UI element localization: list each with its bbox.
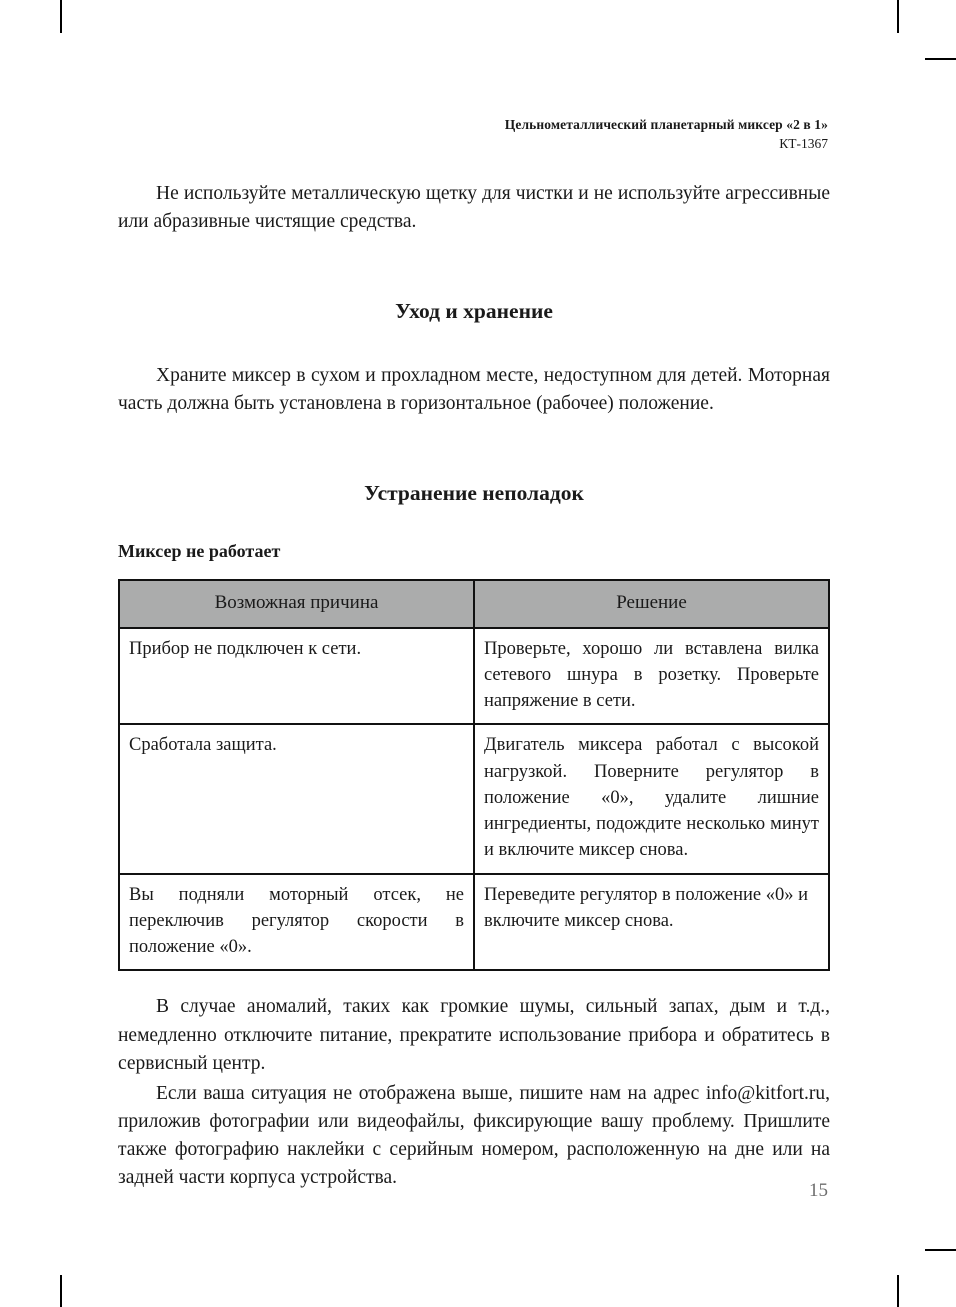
- table-cell-cause: Сработала защита.: [119, 724, 474, 873]
- table-cell-cause: Вы подняли моторный отсек, не переключив регулятор скорости в положение «0».: [119, 874, 474, 971]
- note-support-paragraph: Если ваша ситуация не отображена выше, пишите нам на адрес info@kitfort.ru, приложив фотографии или видеофайлы, фиксирующие вашу проблему. Пришлите также фотографию наклейки с серийным номером, расположенную на дне или на задней части корпуса устройства.: [118, 1082, 830, 1188]
- running-header: [505, 116, 828, 153]
- table-header-row: [119, 580, 829, 628]
- crop-mark-right-bottom: [925, 1249, 956, 1251]
- table-row: [119, 628, 829, 725]
- header-product-title: Цельнометаллический планетарный миксер «2 в 1»: [504, 117, 828, 132]
- care-paragraph: Храните миксер в сухом и прохладном месте, недоступном для детей. Моторная часть должна быть установлена в горизонтальное (рабочее) положение.: [118, 365, 830, 415]
- intro-paragraph: Не используйте металлическую щетку для чистки и не используйте агрессивные или абразивные чистящие средства.: [118, 183, 830, 233]
- table-cell-solution: Проверьте, хорошо ли вставлена вилка сетевого шнура в розетку. Проверьте напряжение в сети.: [474, 628, 829, 725]
- spacer: [118, 326, 830, 362]
- crop-mark-top-left: [60, 0, 62, 33]
- note-anomalies-paragraph: В случае аномалий, таких как громкие шумы, сильный запах, дым и т.д., немедленно отключите питание, прекратите использование прибора и обратитесь в сервисный центр.: [118, 996, 830, 1074]
- table-row: [119, 874, 829, 971]
- page-content: [118, 180, 830, 1192]
- crop-mark-right-top: [925, 58, 956, 60]
- table-cell-cause: Прибор не подключен к сети.: [119, 628, 474, 725]
- crop-mark-top-right: [897, 0, 899, 33]
- table-header-cause: Возможная причина: [119, 580, 474, 628]
- section-heading-troubleshooting: Устранение неполадок: [364, 481, 584, 506]
- spacer: [118, 971, 830, 993]
- spacer: [118, 418, 830, 480]
- spacer: [118, 508, 830, 540]
- header-model-number: КТ-1367: [779, 136, 828, 152]
- spacer: [118, 564, 830, 579]
- section-heading-care: Уход и хранение: [395, 299, 553, 324]
- table-row: [119, 724, 829, 873]
- table-header-solution: Решение: [474, 580, 829, 628]
- crop-mark-bottom-right: [897, 1275, 899, 1307]
- page-number: 15: [809, 1180, 828, 1201]
- troubleshooting-table: [118, 579, 830, 972]
- table-cell-solution: Двигатель миксера работал с высокой нагрузкой. Поверните регулятор в положение «0», удалите лишние ингредиенты, подождите несколько минут и включите миксер снова.: [474, 724, 829, 873]
- table-cell-solution: Переведите регулятор в положение «0» и включите миксер снова.: [474, 874, 829, 971]
- crop-mark-bottom-left: [60, 1275, 62, 1307]
- spacer: [118, 236, 830, 298]
- subsection-heading-mixer-not-working: Миксер не работает: [118, 541, 281, 562]
